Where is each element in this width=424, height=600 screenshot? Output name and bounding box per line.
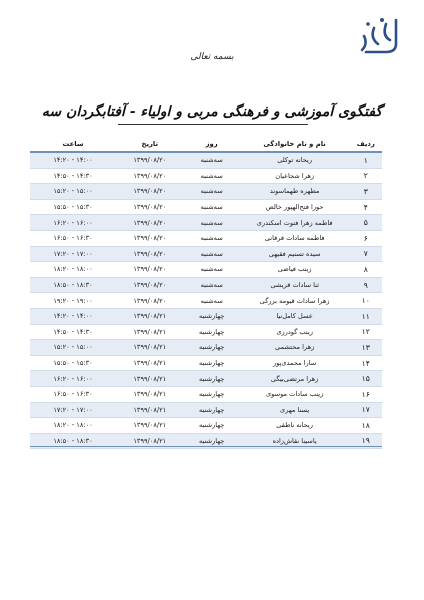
row-index-cell: ۱۰ — [350, 293, 383, 309]
row-day-cell: چهارشنبه — [184, 340, 240, 356]
row-day-cell: سه‌شنبه — [184, 168, 240, 184]
table-bottom-rule — [30, 446, 382, 447]
header-index: ردیف — [350, 137, 383, 152]
row-index-cell: ۱۲ — [350, 324, 383, 340]
row-name-cell: ثنا سادات قریشی — [240, 277, 350, 293]
row-name-cell: سیده تسنیم فقیهی — [240, 246, 350, 262]
row-date-cell: ۱۳۹۹/۰۸/۲۰ — [116, 215, 184, 231]
table-row — [30, 324, 382, 340]
row-time-cell: ۱۶:۰۰ - ۱۶:۲۰ — [30, 371, 116, 387]
row-time-cell: ۱۴:۳۰ - ۱۴:۵۰ — [30, 168, 116, 184]
row-time-cell: ۱۵:۳۰ - ۱۵:۵۰ — [30, 355, 116, 371]
row-time-cell: ۱۶:۳۰ - ۱۶:۵۰ — [30, 386, 116, 402]
row-name-cell: زهرا شجاعیان — [240, 168, 350, 184]
row-date-cell: ۱۳۹۹/۰۸/۲۰ — [116, 293, 184, 309]
row-day-cell: چهارشنبه — [184, 433, 240, 449]
row-date-cell: ۱۳۹۹/۰۸/۲۰ — [116, 152, 184, 168]
page-title: گفتگوی آموزشی و فرهنگی مربی و اولیاء - آفتابگردان سه — [41, 104, 383, 120]
row-day-cell: سه‌شنبه — [184, 184, 240, 200]
row-date-cell: ۱۳۹۹/۰۸/۲۱ — [116, 308, 184, 324]
row-name-cell: زینب فیاضی — [240, 262, 350, 278]
row-time-cell: ۱۷:۰۰ - ۱۷:۲۰ — [30, 402, 116, 418]
table-row — [30, 402, 382, 418]
row-time-cell: ۱۴:۰۰ - ۱۴:۲۰ — [30, 152, 116, 168]
row-date-cell: ۱۳۹۹/۰۸/۲۱ — [116, 418, 184, 434]
row-index-cell: ۱۹ — [350, 433, 383, 449]
row-name-cell: ریحانه توکلی — [240, 152, 350, 168]
row-date-cell: ۱۳۹۹/۰۸/۲۰ — [116, 168, 184, 184]
row-date-cell: ۱۳۹۹/۰۸/۲۱ — [116, 355, 184, 371]
row-day-cell: چهارشنبه — [184, 418, 240, 434]
row-time-cell: ۱۶:۰۰ - ۱۶:۲۰ — [30, 215, 116, 231]
row-index-cell: ۴ — [350, 199, 383, 215]
table-row — [30, 355, 382, 371]
row-index-cell: ۱۸ — [350, 418, 383, 434]
table-row — [30, 215, 382, 231]
row-name-cell: زهرا سادات قیومه بزرگی — [240, 293, 350, 309]
row-name-cell: یاسینا نقاش‌زاده — [240, 433, 350, 449]
row-name-cell: حورا فتح‌الهپور خالص — [240, 199, 350, 215]
row-time-cell: ۱۴:۳۰ - ۱۴:۵۰ — [30, 324, 116, 340]
row-name-cell: ریحانه ناطقی — [240, 418, 350, 434]
table-row — [30, 277, 382, 293]
row-index-cell: ۳ — [350, 184, 383, 200]
row-date-cell: ۱۳۹۹/۰۸/۲۱ — [116, 386, 184, 402]
basmala-heading: بسمه تعالی — [190, 52, 234, 62]
row-day-cell: چهارشنبه — [184, 371, 240, 387]
row-day-cell: چهارشنبه — [184, 324, 240, 340]
row-name-cell: فاطمه زهرا فتوت اسکندری — [240, 215, 350, 231]
row-index-cell: ۱ — [350, 152, 383, 168]
row-name-cell: عسل کامل‌نیا — [240, 308, 350, 324]
row-date-cell: ۱۳۹۹/۰۸/۲۱ — [116, 402, 184, 418]
row-date-cell: ۱۳۹۹/۰۸/۲۱ — [116, 433, 184, 449]
table-row — [30, 293, 382, 309]
row-time-cell: ۱۸:۳۰ - ۱۸:۵۰ — [30, 277, 116, 293]
row-index-cell: ۱۷ — [350, 402, 383, 418]
row-time-cell: ۱۴:۰۰ - ۱۴:۲۰ — [30, 308, 116, 324]
table-row — [30, 262, 382, 278]
header-time: ساعت — [30, 137, 116, 152]
row-date-cell: ۱۳۹۹/۰۸/۲۰ — [116, 246, 184, 262]
table-row — [30, 184, 382, 200]
row-day-cell: سه‌شنبه — [184, 277, 240, 293]
row-name-cell: زینب سادات موسوی — [240, 386, 350, 402]
row-time-cell: ۱۷:۰۰ - ۱۷:۲۰ — [30, 246, 116, 262]
table-row — [30, 386, 382, 402]
row-date-cell: ۱۳۹۹/۰۸/۲۰ — [116, 184, 184, 200]
row-time-cell: ۱۵:۰۰ - ۱۵:۲۰ — [30, 184, 116, 200]
header-name: نام و نام خانوادگی — [240, 137, 350, 152]
row-name-cell: یسنا مهری — [240, 402, 350, 418]
row-index-cell: ۷ — [350, 246, 383, 262]
title-underline — [118, 124, 308, 125]
row-day-cell: سه‌شنبه — [184, 230, 240, 246]
row-index-cell: ۵ — [350, 215, 383, 231]
schedule-table — [30, 137, 382, 449]
table-row — [30, 152, 382, 168]
row-day-cell: چهارشنبه — [184, 402, 240, 418]
row-day-cell: سه‌شنبه — [184, 246, 240, 262]
row-day-cell: سه‌شنبه — [184, 199, 240, 215]
row-name-cell: مطهره طهماسوند — [240, 184, 350, 200]
row-time-cell: ۱۵:۳۰ - ۱۵:۵۰ — [30, 199, 116, 215]
table-row — [30, 340, 382, 356]
row-date-cell: ۱۳۹۹/۰۸/۲۰ — [116, 230, 184, 246]
table-row — [30, 308, 382, 324]
row-date-cell: ۱۳۹۹/۰۸/۲۰ — [116, 262, 184, 278]
row-day-cell: چهارشنبه — [184, 386, 240, 402]
row-index-cell: ۱۳ — [350, 340, 383, 356]
row-index-cell: ۱۴ — [350, 355, 383, 371]
row-date-cell: ۱۳۹۹/۰۸/۲۱ — [116, 371, 184, 387]
row-day-cell: سه‌شنبه — [184, 215, 240, 231]
row-name-cell: سارا محمدی‌پور — [240, 355, 350, 371]
table-row — [30, 418, 382, 434]
row-date-cell: ۱۳۹۹/۰۸/۲۰ — [116, 277, 184, 293]
table-header-row — [30, 137, 382, 152]
row-name-cell: زهرا مرتضی‌بیگی — [240, 371, 350, 387]
row-index-cell: ۶ — [350, 230, 383, 246]
table-row — [30, 371, 382, 387]
row-name-cell: زینب گودرزی — [240, 324, 350, 340]
row-name-cell: فاطمه سادات فرقانی — [240, 230, 350, 246]
row-index-cell: ۱۵ — [350, 371, 383, 387]
header-date: تاریخ — [116, 137, 184, 152]
row-time-cell: ۱۸:۳۰ - ۱۸:۵۰ — [30, 433, 116, 449]
row-index-cell: ۹ — [350, 277, 383, 293]
row-day-cell: سه‌شنبه — [184, 262, 240, 278]
row-date-cell: ۱۳۹۹/۰۸/۲۱ — [116, 340, 184, 356]
row-index-cell: ۸ — [350, 262, 383, 278]
row-day-cell: چهارشنبه — [184, 355, 240, 371]
row-time-cell: ۱۹:۰۰ - ۱۹:۲۰ — [30, 293, 116, 309]
table-row — [30, 246, 382, 262]
row-index-cell: ۱۱ — [350, 308, 383, 324]
row-day-cell: سه‌شنبه — [184, 152, 240, 168]
row-index-cell: ۲ — [350, 168, 383, 184]
row-day-cell: سه‌شنبه — [184, 293, 240, 309]
table-row — [30, 168, 382, 184]
header-day: روز — [184, 137, 240, 152]
row-index-cell: ۱۶ — [350, 386, 383, 402]
row-date-cell: ۱۳۹۹/۰۸/۲۱ — [116, 324, 184, 340]
row-day-cell: چهارشنبه — [184, 308, 240, 324]
table-row — [30, 199, 382, 215]
row-date-cell: ۱۳۹۹/۰۸/۲۰ — [116, 199, 184, 215]
row-time-cell: ۱۸:۰۰ - ۱۸:۲۰ — [30, 262, 116, 278]
row-time-cell: ۱۵:۰۰ - ۱۵:۲۰ — [30, 340, 116, 356]
table-row — [30, 230, 382, 246]
row-name-cell: زهرا محتشمی — [240, 340, 350, 356]
row-time-cell: ۱۶:۳۰ - ۱۶:۵۰ — [30, 230, 116, 246]
row-time-cell: ۱۸:۰۰ - ۱۸:۲۰ — [30, 418, 116, 434]
